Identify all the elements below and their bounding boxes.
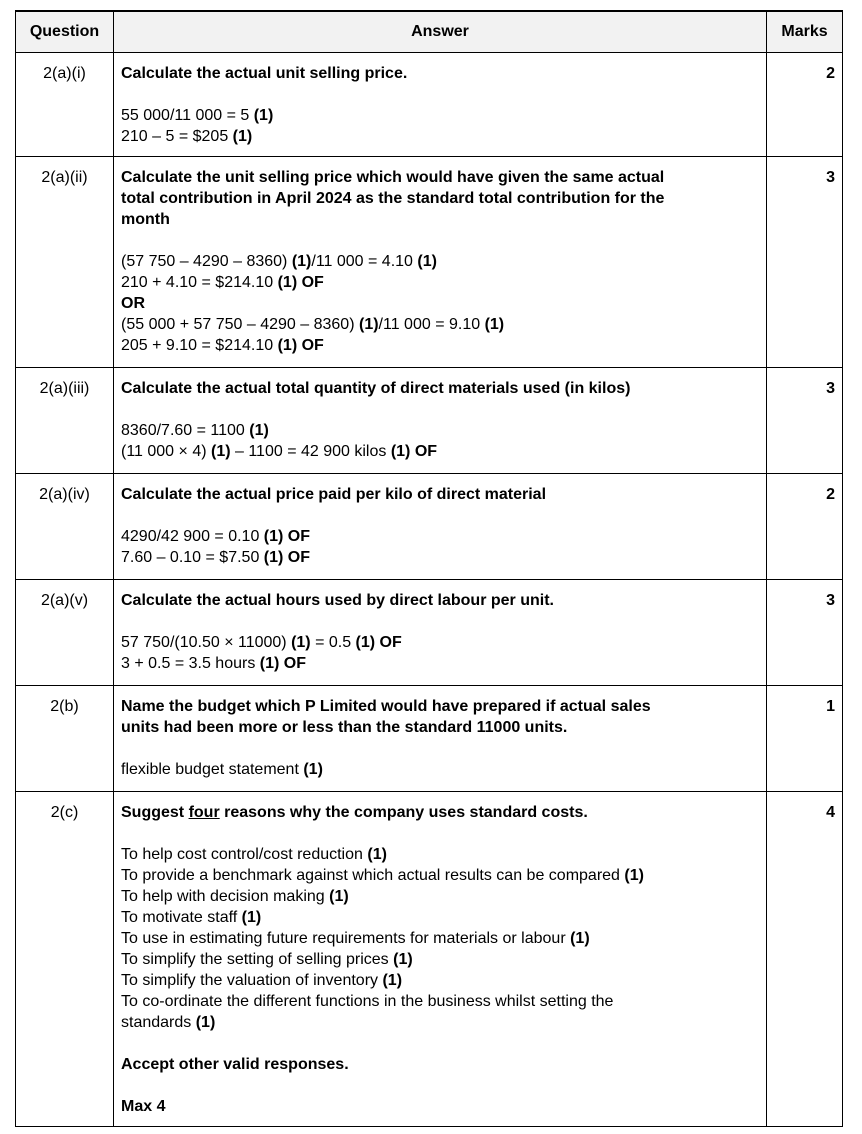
- answer-line: [121, 335, 759, 356]
- question-number: 2(a)(iii): [16, 368, 114, 474]
- header-row: [16, 11, 843, 53]
- answer-line: [121, 84, 759, 105]
- answer-text: (1): [367, 846, 387, 863]
- answer-text: To help with decision making: [121, 888, 330, 905]
- answer-text: = 0.5: [310, 634, 356, 651]
- answer-text: 210 – 5 = $205: [121, 128, 233, 145]
- table-row: [16, 157, 843, 368]
- question-number: 2(c): [16, 792, 114, 1127]
- answer-text: 7.60 – 0.10 = $7.50: [121, 549, 264, 566]
- answer-text: (1) OF: [390, 443, 438, 460]
- answer-line: [121, 759, 759, 780]
- answer-text: 3 + 0.5 = 3.5 hours: [121, 655, 260, 672]
- answer-text: (1): [253, 107, 274, 124]
- answer-text: (1): [417, 253, 437, 270]
- answer-line: [121, 717, 759, 738]
- answer-cell: [114, 368, 767, 474]
- answer-line: [121, 293, 759, 314]
- table-row: [16, 686, 843, 792]
- answer-line: [121, 399, 759, 420]
- answer-text: /11 000 = 4.10: [311, 253, 418, 270]
- answer-line: [121, 126, 759, 147]
- answer-text: (1): [291, 253, 312, 270]
- table-row: [16, 53, 843, 157]
- marks-value: 2: [767, 474, 843, 580]
- answer-text: (1): [358, 316, 379, 333]
- answer-text: To provide a benchmark against which actual results can be compared: [121, 867, 625, 884]
- answer-text: Max 4: [121, 1098, 166, 1115]
- answer-text: (1) OF: [259, 655, 306, 672]
- answer-line: [121, 844, 759, 865]
- answer-line: [121, 251, 759, 272]
- mark-scheme-table: [15, 10, 843, 1127]
- answer-line: [121, 991, 759, 1012]
- answer-line: [121, 378, 759, 399]
- header-marks: Marks: [767, 11, 843, 53]
- answer-line: [121, 632, 759, 653]
- answer-text: To simplify the valuation of inventory: [121, 972, 383, 989]
- answer-text: (1): [382, 972, 403, 989]
- answer-line: [121, 314, 759, 335]
- answer-line: [121, 167, 759, 188]
- answer-text: /11 000 = 9.10: [378, 316, 485, 333]
- answer-text: To motivate staff: [121, 909, 242, 926]
- answer-text: (1) OF: [355, 634, 402, 651]
- answer-line: [121, 230, 759, 251]
- answer-text: four: [188, 804, 220, 821]
- table-row: [16, 474, 843, 580]
- answer-text: (1): [329, 888, 349, 905]
- answer-line: [121, 1054, 759, 1075]
- answer-line: [121, 653, 759, 674]
- answer-line: [121, 590, 759, 611]
- answer-text: (1): [393, 951, 413, 968]
- answer-text: (1) OF: [277, 337, 324, 354]
- answer-text: (1): [241, 909, 262, 926]
- answer-line: [121, 505, 759, 526]
- answer-line: [121, 611, 759, 632]
- answer-text: 210 + 4.10 = $214.10: [121, 274, 278, 291]
- answer-line: [121, 1075, 759, 1096]
- answer-line: [121, 802, 759, 823]
- marks-value: 3: [767, 157, 843, 368]
- answer-line: [121, 547, 759, 568]
- answer-line: [121, 63, 759, 84]
- answer-line: [121, 441, 759, 462]
- answer-line: [121, 1096, 759, 1117]
- answer-line: [121, 188, 759, 209]
- answer-text: (1): [570, 930, 590, 947]
- answer-text: Calculate the actual hours used by direct labour per unit.: [121, 592, 554, 609]
- answer-text: standards: [121, 1014, 196, 1031]
- answer-text: (1): [303, 761, 323, 778]
- answer-line: [121, 420, 759, 441]
- answer-text: (55 000 + 57 750 – 4290 – 8360): [121, 316, 359, 333]
- answer-line: [121, 696, 759, 717]
- answer-text: 57 750/(10.50 × 11000): [121, 634, 292, 651]
- answer-line: [121, 484, 759, 505]
- answer-text: (1): [624, 867, 644, 884]
- answer-text: month: [121, 211, 170, 228]
- answer-text: units had been more or less than the standard 11000 units.: [121, 719, 568, 736]
- marks-value: 1: [767, 686, 843, 792]
- answer-line: [121, 272, 759, 293]
- answer-text: reasons why the company uses standard costs.: [219, 804, 588, 821]
- marks-value: 3: [767, 580, 843, 686]
- answer-text: Calculate the actual price paid per kilo of direct material: [121, 486, 547, 503]
- answer-text: 8360/7.60 = 1100: [121, 422, 250, 439]
- answer-text: (1): [249, 422, 269, 439]
- answer-text: (1): [291, 634, 311, 651]
- answer-text: – 1100 = 42 900 kilos: [230, 443, 391, 460]
- answer-line: [121, 907, 759, 928]
- answer-text: 205 + 9.10 = $214.10: [121, 337, 278, 354]
- table-row: [16, 792, 843, 1127]
- marks-value: 3: [767, 368, 843, 474]
- answer-line: [121, 823, 759, 844]
- header-question: Question: [16, 11, 114, 53]
- answer-cell: [114, 580, 767, 686]
- answer-text: (1) OF: [263, 549, 311, 566]
- answer-text: (1) OF: [263, 528, 311, 545]
- answer-text: To simplify the setting of selling prices: [121, 951, 394, 968]
- table-row: [16, 368, 843, 474]
- answer-text: Suggest: [121, 804, 189, 821]
- answer-cell: [114, 686, 767, 792]
- marks-value: 2: [767, 53, 843, 157]
- answer-text: Calculate the actual unit selling price.: [121, 65, 408, 82]
- answer-text: 55 000/11 000 = 5: [121, 107, 254, 124]
- answer-line: [121, 526, 759, 547]
- answer-line: [121, 738, 759, 759]
- answer-text: Accept other valid responses.: [121, 1056, 349, 1073]
- answer-text: (1): [232, 128, 253, 145]
- answer-text: (1) OF: [277, 274, 324, 291]
- answer-line: [121, 949, 759, 970]
- answer-cell: [114, 53, 767, 157]
- answer-text: OR: [121, 295, 145, 312]
- answer-text: (57 750 – 4290 – 8360): [121, 253, 292, 270]
- answer-cell: [114, 157, 767, 368]
- table-row: [16, 580, 843, 686]
- answer-text: (11 000 × 4): [121, 443, 211, 460]
- answer-text: flexible budget statement: [121, 761, 304, 778]
- answer-text: To help cost control/cost reduction: [121, 846, 368, 863]
- answer-text: (1): [195, 1014, 216, 1031]
- answer-line: [121, 105, 759, 126]
- answer-line: [121, 1033, 759, 1054]
- answer-text: Name the budget which P Limited would have prepared if actual sales: [121, 698, 651, 715]
- answer-text: To use in estimating future requirements for materials or labour: [121, 930, 571, 947]
- question-number: 2(a)(ii): [16, 157, 114, 368]
- answer-cell: [114, 474, 767, 580]
- answer-text: (1): [484, 316, 505, 333]
- answer-text: (1): [210, 443, 231, 460]
- answer-line: [121, 970, 759, 991]
- question-number: 2(b): [16, 686, 114, 792]
- answer-line: [121, 1012, 759, 1033]
- marks-value: 4: [767, 792, 843, 1127]
- answer-line: [121, 928, 759, 949]
- question-number: 2(a)(i): [16, 53, 114, 157]
- answer-text: 4290/42 900 = 0.10: [121, 528, 264, 545]
- question-number: 2(a)(iv): [16, 474, 114, 580]
- header-answer: Answer: [114, 11, 767, 53]
- answer-line: [121, 209, 759, 230]
- question-number: 2(a)(v): [16, 580, 114, 686]
- answer-line: [121, 865, 759, 886]
- answer-cell: [114, 792, 767, 1127]
- answer-text: Calculate the unit selling price which would have given the same actual: [121, 169, 665, 186]
- answer-text: To co-ordinate the different functions in the business whilst setting the: [121, 993, 614, 1010]
- answer-line: [121, 886, 759, 907]
- answer-text: total contribution in April 2024 as the standard total contribution for the: [121, 190, 665, 207]
- answer-text: Calculate the actual total quantity of direct materials used (in kilos): [121, 380, 631, 397]
